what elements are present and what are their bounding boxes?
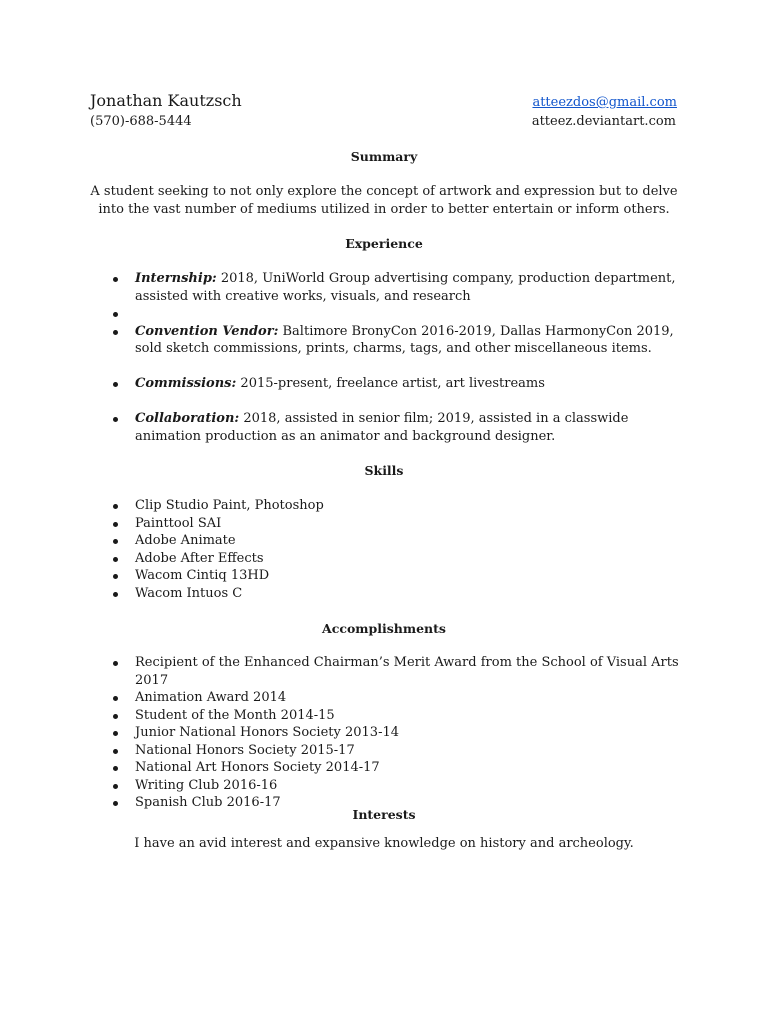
experience-item — [90, 270, 680, 305]
experience-heading: Experience — [345, 236, 423, 251]
experience-item — [90, 323, 680, 358]
skill-item: Painttool SAI — [90, 515, 680, 533]
interests-heading: Interests — [352, 807, 416, 822]
skill-item: Clip Studio Paint, Photoshop — [90, 497, 680, 515]
skills-heading: Skills — [364, 463, 404, 478]
accomplishment-item: National Honors Society 2015-17 — [90, 742, 680, 760]
experience-label: Commissions: — [135, 376, 237, 391]
accomplishment-item: Spanish Club 2016-17 — [90, 794, 680, 812]
accomplishment-item: Animation Award 2014 — [90, 689, 680, 707]
candidate-name: Jonathan Kautzsch — [90, 91, 242, 110]
summary-text: A student seeking to not only explore the concept of artwork and expression but to delve into the vast number of mediums utilized in order to better entertain or inform others. — [90, 184, 678, 217]
accomplishment-item: Junior National Honors Society 2013-14 — [90, 724, 680, 742]
experience-text: Baltimore BronyCon 2016-2019, Dallas HarmonyCon 2019, sold sketch commissions, prints, charms, tags, and other miscellaneous items. — [135, 323, 674, 356]
experience-label: Convention Vendor: — [135, 323, 279, 339]
accomplishment-item: Writing Club 2016-16 — [90, 777, 680, 795]
phone-number: (570)-688-5444 — [90, 114, 192, 129]
experience-list — [90, 270, 680, 445]
experience-label: Internship: — [135, 271, 217, 286]
website-text: atteez.deviantart.com — [531, 114, 676, 129]
experience-item — [90, 410, 680, 445]
experience-text: 2018, assisted in senior film; 2019, assisted in a classwide animation production as an animator and background designer. — [135, 411, 629, 444]
experience-text: 2015-present, freelance artist, art livestreams — [236, 376, 545, 391]
accomplishment-item: National Art Honors Society 2014-17 — [90, 759, 680, 777]
accomplishments-heading: Accomplishments — [322, 621, 446, 636]
summary-heading: Summary — [350, 149, 418, 164]
experience-item — [90, 375, 680, 393]
empty-list-item — [90, 305, 680, 323]
skills-list — [90, 497, 680, 602]
email-link[interactable]: atteezdos@gmail.com — [532, 95, 677, 110]
interests-text: I have an avid interest and expansive knowledge on history and archeology. — [134, 836, 634, 851]
accomplishment-item: Student of the Month 2014-15 — [90, 707, 680, 725]
skill-item: Wacom Intuos C — [90, 585, 680, 603]
skill-item: Wacom Cintiq 13HD — [90, 567, 680, 585]
accomplishments-list — [90, 654, 680, 812]
experience-label: Collaboration: — [135, 411, 240, 426]
experience-text: 2018, UniWorld Group advertising company, production department, assisted with creative works, visuals, and research — [135, 271, 676, 304]
skill-item: Adobe Animate — [90, 532, 680, 550]
skill-item: Adobe After Effects — [90, 550, 680, 568]
accomplishment-item: Recipient of the Enhanced Chairman’s Merit Award from the School of Visual Arts 2017 — [90, 654, 680, 689]
